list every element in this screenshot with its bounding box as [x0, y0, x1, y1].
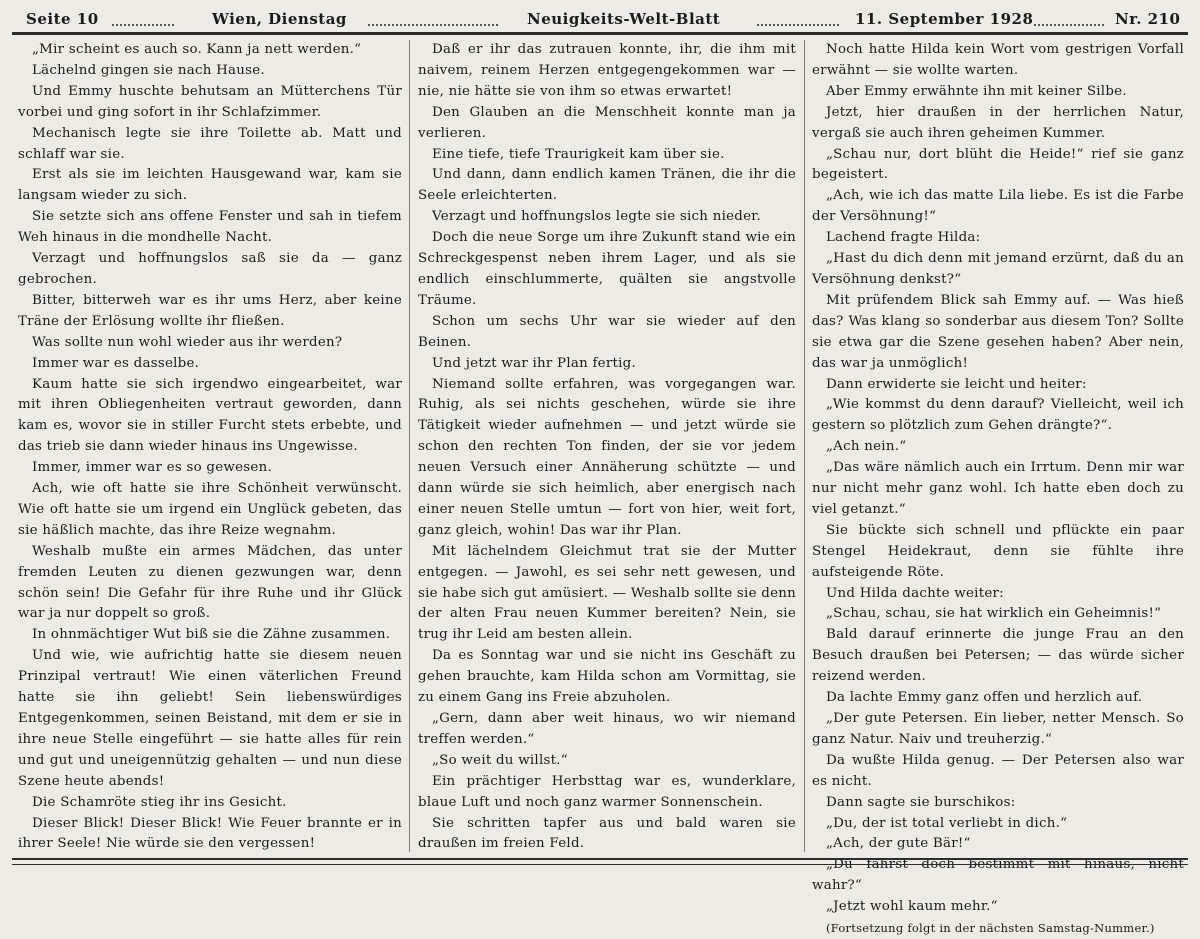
paragraph: „Hast du dich denn mit jemand erzürnt, daß du an Versöhnung denkst?“ [812, 251, 1184, 287]
paragraph: „Ach, der gute Bär!“ [826, 836, 971, 852]
column-divider-1 [409, 40, 410, 852]
paragraph: „Du fährst doch bestimmt mit hinaus, nicht wahr?“ [812, 857, 1184, 894]
paragraph: Den Glauben an die Menschheit konnte man ja verlieren. [418, 104, 796, 141]
paragraph: Noch hatte Hilda kein Wort vom gestrigen Vorfall erwähnt — sie wollte warten. [812, 42, 1184, 78]
paragraph: Was sollte nun wohl wieder aus ihr werden? [32, 334, 343, 350]
paragraph: Die Schamröte stieg ihr ins Gesicht. [32, 794, 287, 810]
masthead: Neuigkeits-Welt-Blatt [527, 10, 721, 28]
paragraph: Sie setzte sich ans offene Fenster und sah in tiefem Weh hinaus in die mondhelle Nacht. [18, 209, 402, 246]
paragraph: „Der gute Petersen. Ein lieber, netter Mensch. So ganz Natur. Naiv und treuherzig.“ [812, 711, 1184, 747]
paragraph: „Ach, wie ich das matte Lila liebe. Es ist die Farbe der Versöhnung!“ [812, 188, 1184, 225]
paragraph: Dieser Blick! Dieser Blick! Wie Feuer brannte er in ihrer Seele! Nie würde sie den vergessen! [18, 815, 402, 852]
paragraph: Bitter, bitterweh war es ihr ums Herz, aber keine Träne der Erlösung wollte ihr fließen. [18, 292, 402, 329]
paragraph: Da wußte Hilda genug. — Der Petersen also war es nicht. [812, 752, 1184, 789]
column-divider-2 [804, 40, 805, 852]
paragraph: Ach, wie oft hatte sie ihre Schönheit verwünscht. Wie oft hatte sie um irgend ein Unglück gebeten, das sie häßlich machte, das ihre Reize wegnahm. [18, 481, 402, 538]
text-column-3 [812, 40, 1184, 936]
issue-date: 11. September 1928 [855, 10, 1034, 28]
header-dots-3 [757, 14, 839, 26]
text-column-1 [18, 40, 402, 854]
header-dots-1 [112, 14, 174, 26]
paragraph: „Gern, dann aber weit hinaus, wo wir niemand treffen werden.“ [418, 711, 796, 747]
page-header [12, 4, 1188, 35]
paragraph: Verzagt und hoffnungslos legte sie sich nieder. [432, 209, 761, 225]
paragraph: Bald darauf erinnerte die junge Frau an den Besuch draußen bei Petersen; — das würde sicher reizend werden. [812, 627, 1184, 685]
paragraph: Da es Sonntag war und sie nicht ins Geschäft zu gehen brauchte, kam Hilda schon am Vormittag, sie zu einem Gang ins Freie abzuholen. [418, 648, 796, 706]
paragraph: „Jetzt wohl kaum mehr.“ [826, 899, 998, 915]
paragraph: Dann sagte sie burschikos: [826, 794, 1016, 810]
paragraph: Sie schritten tapfer aus und bald waren sie draußen im freien Feld. [418, 815, 796, 852]
header-dots-4 [1034, 14, 1104, 26]
paragraph: Und Hilda dachte weiter: [826, 585, 1004, 601]
paragraph: Niemand sollte erfahren, was vorgegangen war. Ruhig, als sei nichts geschehen, würde sie ihre Tätigkeit wieder aufnehmen — und jetzt würde sie schon den rechten Ton finden, der sie vor jedem neuen Versuch einer Annäherung schützte — und dann würde sie sich heimlich, aber energisch nach einer neuen Stelle umtun — fort von hier, weit fort, ganz gleich, wohin! Das war ihr Plan. [418, 376, 796, 538]
paragraph: Und dann, dann endlich kamen Tränen, die ihr die Seele erleichterten. [418, 167, 796, 204]
paragraph: Und Emmy huschte behutsam an Mütterchens Tür vorbei und ging sofort in ihr Schlafzimmer. [18, 83, 402, 120]
paragraph: Verzagt und hoffnungslos saß sie da — ganz gebrochen. [18, 251, 402, 287]
paragraph: Mit prüfendem Blick sah Emmy auf. — Was hieß das? Was klang so sonderbar aus diesem Ton? Sollte sie etwa gar die Szene gesehen haben? Aber nein, das war ja unmöglich! [812, 292, 1184, 371]
paragraph: Sie bückte sich schnell und pflückte ein paar Stengel Heidekraut, denn sie fühlte ihre aufsteigende Röte. [812, 522, 1184, 580]
header-dots-2 [368, 14, 498, 26]
paragraph: „Wie kommst du denn darauf? Vielleicht, weil ich gestern so plötzlich zum Gehen drängte?“. [812, 397, 1184, 434]
paragraph: „Mir scheint es auch so. Kann ja nett werden.“ [32, 42, 362, 57]
paragraph: Jetzt, hier draußen in der herrlichen Natur, vergaß sie auch ihren geheimen Kummer. [812, 104, 1184, 141]
text-column-2 [418, 40, 796, 854]
paragraph: Und wie, wie aufrichtig hatte sie diesem neuen Prinzipal vertraut! Wie einen väterlichen Freund hatte sie ihn geliebt! Sein liebenswürdiges Entgegenkommen, seinen Beistand, mit dem er sie in ihre neue Stelle eingeführt — sie hatte alles für rein und gut und uneigennützig gehalten — und nun diese Szene heute abends! [18, 648, 402, 789]
paragraph: Immer, immer war es so gewesen. [32, 460, 272, 476]
paragraph: „So weit du willst.“ [432, 752, 568, 768]
issue-number: Nr. 210 [1115, 10, 1181, 28]
paragraph: „Das wäre nämlich auch ein Irrtum. Denn mir war nur nicht mehr ganz wohl. Ich hatte eben doch zu viel getanzt.“ [812, 460, 1184, 517]
paragraph: Aber Emmy erwähnte ihn mit keiner Silbe. [826, 83, 1127, 99]
paragraph: Ein prächtiger Herbsttag war es, wunderklare, blaue Luft und noch ganz warmer Sonnenschein. [418, 773, 796, 810]
paragraph: In ohnmächtiger Wut biß sie die Zähne zusammen. [32, 627, 391, 643]
paragraph: Mit lächelndem Gleichmut trat sie der Mutter entgegen. — Jawohl, es sei sehr nett gewesen, und sie habe sich gut amüsiert. — Weshalb sollte sie denn der alten Frau neuen Kummer bereiten? Nein, sie trug ihr Leid am besten allein. [418, 543, 796, 643]
paragraph: Und jetzt war ihr Plan fertig. [432, 355, 636, 371]
paragraph: Daß er ihr das zutrauen konnte, ihr, die ihm mit naivem, reinem Herzen entgegengekommen war — nie, nie hätte sie von ihm so etwas erwartet! [418, 42, 796, 99]
paragraph: Immer war es dasselbe. [32, 355, 200, 371]
paragraph: „Schau nur, dort blüht die Heide!“ rief sie ganz begeistert. [812, 146, 1184, 183]
page-number: Seite 10 [26, 10, 99, 28]
paragraph: Da lachte Emmy ganz offen und herzlich auf. [826, 690, 1143, 706]
paragraph: Lachend fragte Hilda: [826, 230, 981, 246]
paragraph: Dann erwiderte sie leicht und heiter: [826, 376, 1087, 392]
paragraph: „Ach nein.“ [826, 439, 907, 455]
paragraph: Mechanisch legte sie ihre Toilette ab. Matt und schlaff war sie. [18, 125, 402, 162]
continuation-note: (Fortsetzung folgt in der nächsten Samstag-Nummer.) [826, 921, 1155, 936]
paragraph: Doch die neue Sorge um ihre Zukunft stand wie ein Schreckgespenst neben ihrem Lager, und als sie endlich einschlummerte, quälten sie angstvolle Träume. [418, 230, 796, 308]
paragraph: Eine tiefe, tiefe Traurigkeit kam über sie. [432, 146, 725, 162]
paragraph: Lächelnd gingen sie nach Hause. [32, 62, 265, 78]
paragraph: Schon um sechs Uhr war sie wieder auf den Beinen. [418, 313, 796, 350]
paragraph: Weshalb mußte ein armes Mädchen, das unter fremden Leuten zu dienen gezwungen war, denn schön sein! Die Gefahr für ihre Ruhe und ihr Glück war ja nur doppelt so groß. [18, 543, 402, 622]
place-day: Wien, Dienstag [212, 10, 347, 28]
paragraph: „Du, der ist total verliebt in dich.“ [826, 815, 1068, 831]
paragraph: „Schau, schau, sie hat wirklich ein Geheimnis!“ [826, 606, 1162, 622]
bottom-rule [12, 858, 1188, 865]
paragraph: Erst als sie im leichten Hausgewand war, kam sie langsam wieder zu sich. [18, 167, 402, 204]
paragraph: Kaum hatte sie sich irgendwo eingearbeitet, war mit ihren Obliegenheiten vertraut geworden, dann kam es, wovor sie in stiller Furcht stets erbebte, und das trieb sie dann wieder hinaus ins Ungewisse. [18, 376, 402, 455]
